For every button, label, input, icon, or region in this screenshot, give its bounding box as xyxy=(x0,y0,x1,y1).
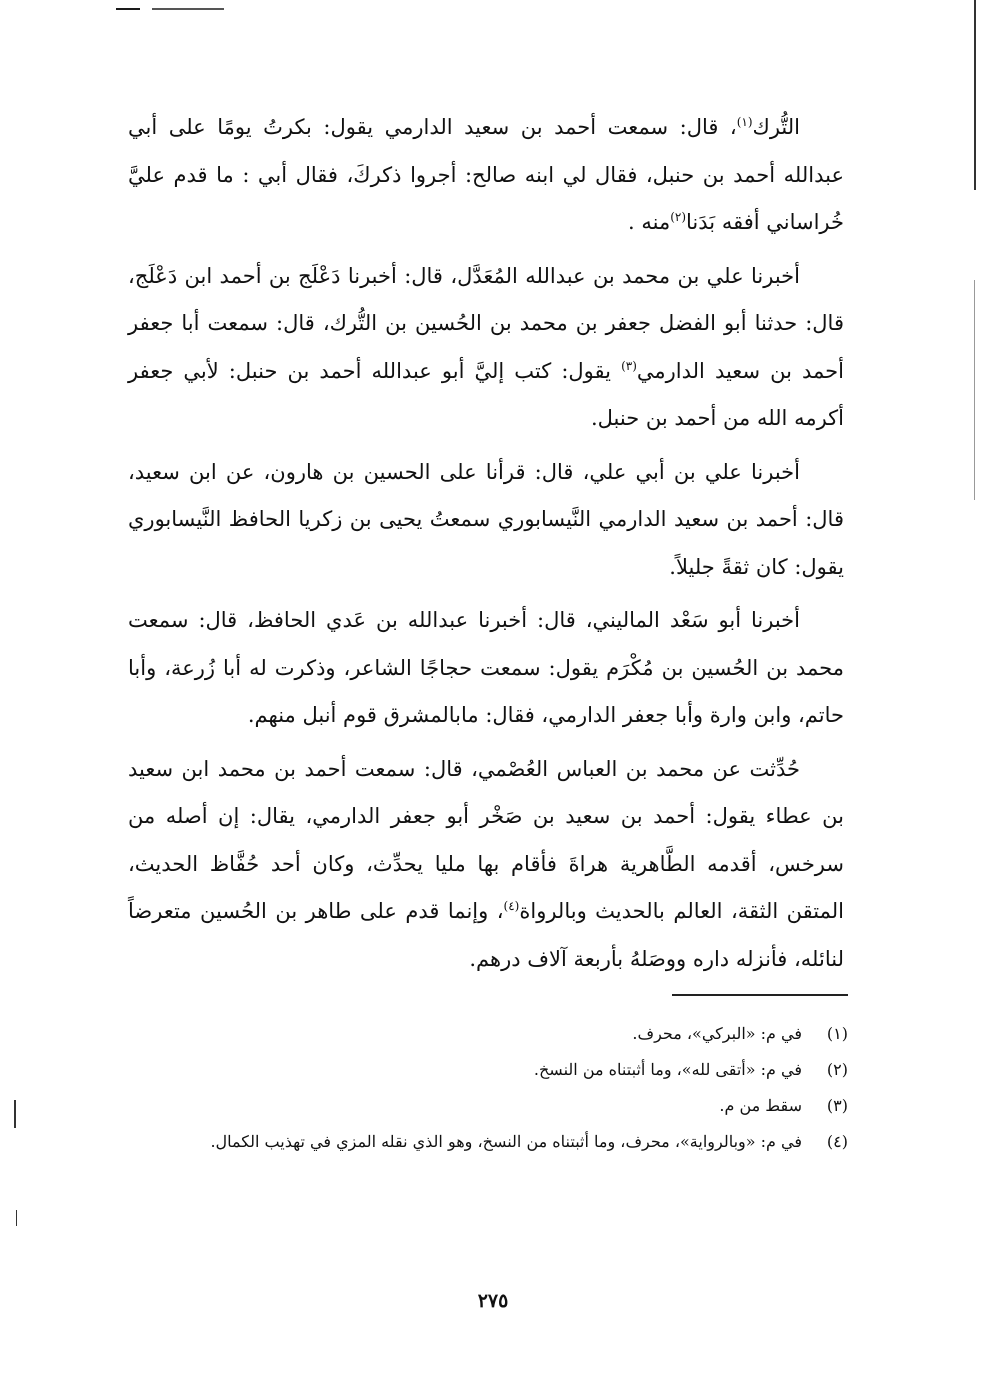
footnote-text: سقط من م. xyxy=(719,1096,802,1115)
scan-left-tick-lower xyxy=(16,1210,17,1226)
scan-mark-top-line xyxy=(152,8,224,10)
paragraph-4: أخبرنا أبو سَعْد الماليني، قال: أخبرنا عبدالله بن عَدي الحافظ، قال: سمعت محمد بن الحُسين بن مُكْرَم يقول: سمعت حجاجًا الشاعر، وذكرت له أبا زُرعة، وأبا حاتم، وابن وارة وأبا جعفر الدارمي، فقال: مابالمشرق قوم أنبل منهم. xyxy=(128,608,844,727)
paragraph-2-text-a: أخبرنا علي بن محمد بن عبدالله المُعَدَّل، قال: أخبرنا دَعْلَج بن أحمد ابن دَعْلَج، قال: حدثنا أبو الفضل جعفر بن محمد بن الحُسين بن التُّرك، قال: سمعت أبا جعفر أحمد بن سعيد الدارمي xyxy=(128,263,845,383)
footnote-number: (٤) xyxy=(826,1132,848,1151)
footnote-4 xyxy=(130,1124,848,1160)
footnote-number: (٢) xyxy=(826,1060,848,1079)
footnote-3 xyxy=(130,1088,848,1124)
scan-mark-top-left xyxy=(116,8,140,10)
footnote-ref-1[interactable]: (١) xyxy=(736,115,753,129)
paragraph-1-text-b: ، قال: سمعت أحمد بن سعيد الدارمي يقول: بكرتُ يومًا على أبي عبدالله أحمد بن حنبل، فقال لي ابنه صالح: أجروا ذكركَ، فقال أبي : ما قدم عليَّ خُراساني أفقه بَدَنا xyxy=(128,115,844,234)
paragraph-2 xyxy=(128,253,844,443)
footnote-1 xyxy=(130,1016,848,1052)
page-number: ٢٧٥ xyxy=(477,1290,509,1312)
paragraph-1-text-a: التُّرك xyxy=(752,115,800,139)
paragraph-5 xyxy=(128,746,844,984)
footnote-text: في م: «البركي»، محرف. xyxy=(632,1024,802,1043)
scan-edge-line-lower xyxy=(974,280,975,500)
footnotes xyxy=(130,1016,848,1160)
footnote-ref-3[interactable]: (٣) xyxy=(621,358,637,373)
footnote-number: (١) xyxy=(826,1024,848,1043)
paragraph-1-text-c: منه . xyxy=(628,210,671,234)
footnote-ref-2[interactable]: (٢) xyxy=(670,210,687,224)
main-text xyxy=(128,104,844,989)
scan-edge-line xyxy=(974,0,976,190)
footnote-text: في م: «أتقى لله»، وما أثبتناه من النسخ. xyxy=(533,1060,802,1079)
footnote-ref-4[interactable]: (٤) xyxy=(503,899,520,913)
paragraph-2-text-b: يقول: كتب إليَّ أبو عبدالله أحمد بن حنبل: لأبي جعفر أكرمه الله من أحمد بن حنبل. xyxy=(128,358,844,430)
footnote-text: في م: «وبالرواية»، محرف، وما أثبتناه من النسخ، وهو الذي نقله المزي في تهذيب الكمال. xyxy=(210,1132,802,1151)
footnote-2 xyxy=(130,1052,848,1088)
paragraph-3: أخبرنا علي بن أبي علي، قال: قرأنا على الحسين بن هارون، عن ابن سعيد، قال: أحمد بن سعيد الدارمي النَّيسابوري سمعتُ يحيى بن زكريا الحافظ النَّيسابوري يقول: كان ثقةً جليلاً. xyxy=(128,459,844,579)
footnote-number: (٣) xyxy=(826,1096,848,1115)
paragraph-5-text-a: حُدِّثت عن محمد بن العباس العُصْمي، قال: سمعت أحمد بن محمد ابن سعيد بن عطاء يقول: أحمد بن سعيد بن صَخْر أبو جعفر الدارمي، يقال: إن أصله من سرخس، أقدمه الطَّاهرية هراةَ فأقام بها مليا يحدِّث، وكان أحد حُفَّاظ الحديث، المتقن الثقة، العالم بالحديث وبالرواة xyxy=(128,756,844,923)
paragraph-1 xyxy=(128,104,844,247)
paragraph-5-text-b: ، وإنما قدم على طاهر بن الحُسين متعرضاً لنائله، فأنزله داره ووصَلهُ بأربعة آلاف درهم. xyxy=(128,899,844,971)
scan-left-tick xyxy=(14,1100,16,1128)
footnote-separator xyxy=(672,994,848,996)
